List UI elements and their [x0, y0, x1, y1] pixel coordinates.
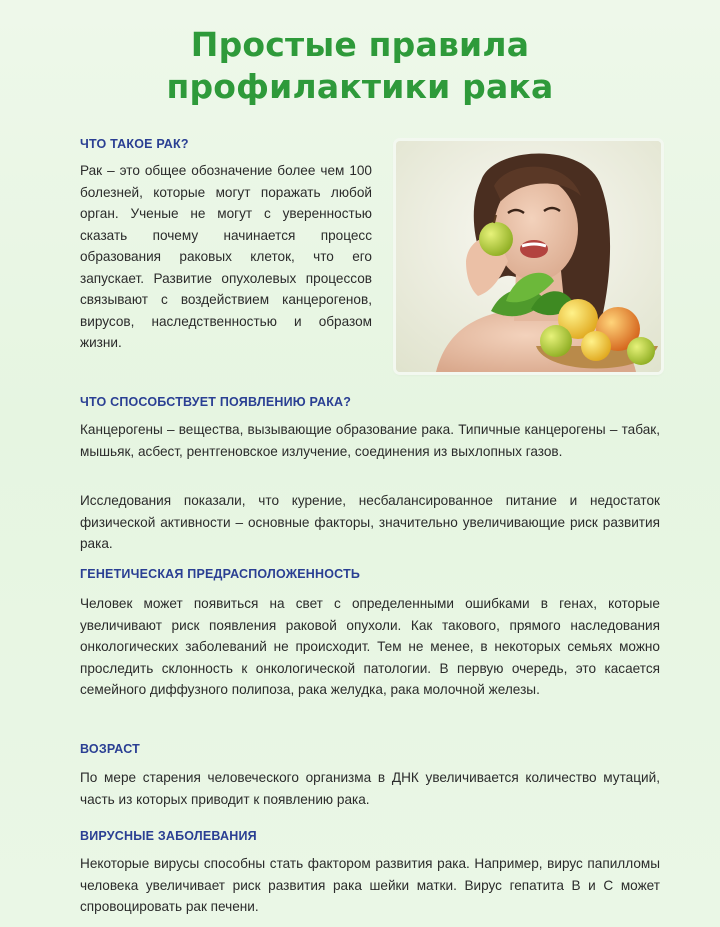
section-heading-cancer-causes: ЧТО СПОСОБСТВУЕТ ПОЯВЛЕНИЮ РАКА? — [80, 395, 352, 409]
page-title — [0, 24, 720, 108]
section-text-viral-diseases: Некоторые вирусы способны стать фактором развития рака. Например, вирус папилломы человека увеличивает риск развития рака шейки матки. Вирус гепатита В и С может спровоцировать рак печени. — [80, 856, 660, 914]
section-heading-age: ВОЗРАСТ — [80, 742, 140, 756]
section-text-what-is-cancer: Рак – это общее обозначение более чем 100 болезней, которые могут поражать любой орган. Ученые не могут с уверенностью сказать почему начинается процесс образования раковых клеток, что его запускает. Развитие опухолевых процессов связывают с воздействием канцерогенов, вирусов, наследственностью и образом жизни. — [80, 163, 372, 350]
page-title-line-1: Простые правила — [190, 25, 530, 64]
section-heading-genetics: ГЕНЕТИЧЕСКАЯ ПРЕДРАСПОЛОЖЕННОСТЬ — [80, 567, 361, 581]
woman-eating-apple-photo — [396, 141, 661, 372]
section-text-cancer-causes-2: Исследования показали, что курение, несбалансированное питание и недостаток физической активности – основные факторы, значительно увеличивающие риск развития рака. — [80, 493, 660, 551]
page-title-line-2: профилактики рака — [166, 67, 554, 106]
section-heading-viral-diseases: ВИРУСНЫЕ ЗАБОЛЕВАНИЯ — [80, 829, 257, 843]
section-text-age: По мере старения человеческого организма в ДНК увеличивается количество мутаций, часть из которых приводит к появлению рака. — [80, 770, 660, 807]
section-heading-what-is-cancer: ЧТО ТАКОЕ РАК? — [80, 137, 189, 151]
section-text-genetics: Человек может появиться на свет с определенными ошибками в генах, которые увеличивают риск появления раковой опухоли. Как такового, прямого наследования онкологических заболеваний не происходит. Тем не менее, в некоторых семьях можно проследить склонность к онкологической патологии. В первую очередь, это касается семейного диффузного полипоза, рака желудка, рака молочной железы. — [80, 596, 660, 697]
section-text-cancer-causes-1: Канцерогены – вещества, вызывающие образование рака. Типичные канцерогены – табак, мышьяк, асбест, рентгеновское излучение, соединения из выхлопных газов. — [80, 422, 660, 459]
